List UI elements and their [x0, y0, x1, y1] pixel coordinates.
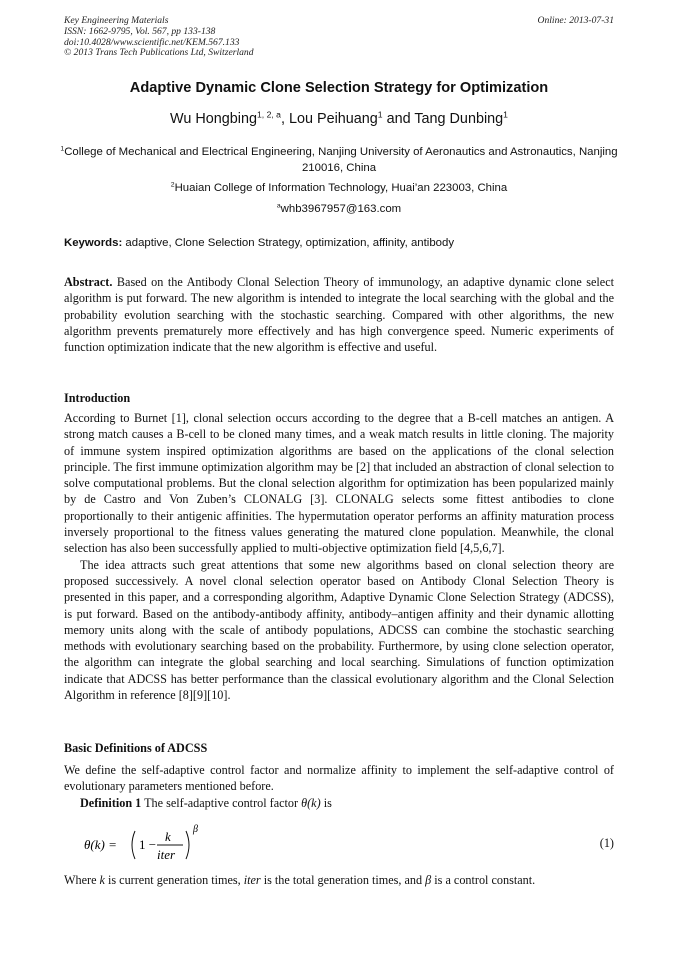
section-heading-basic-definitions: Basic Definitions of ADCSS [64, 741, 208, 755]
email-link[interactable]: whb3967957@163.com [280, 203, 402, 215]
eq-exponent: β [193, 824, 198, 835]
online-date: Online: 2013-07-31 [537, 15, 614, 26]
author-2: , Lou Peihuang [280, 111, 378, 127]
author-2-affil-mark: 1 [377, 109, 383, 120]
intro-paragraph-1: According to Burnet [1], clonal selection occurs according to the degree that a B-cell matches an antigen. A strong match causes a B-cell to be cloned many times, and a weak match results in little cloning. The majority of immune system inspired optimization algorithms are based on the applications of the clonal selection principle. The first immune optimization algorithm may be [2] that included an abstraction of clonal selection to solve computational problems. But the clonal selection algorithm for optimization has been popularized mainly by de Castro and Von Zuben’s CLONALG [3]. CLONALG selects some fittest antibodies to clone proportionally to their antigenic affinities. The hypermutation operator performs an affinity maturation process inversely proportional to the fitness values generating the matured clone population. Meanwhile, the clonal selection has also been successfully applied to multi-objective optimization field [4,5,6,7]. [64, 411, 614, 556]
issn-line: ISSN: 1662-9795, Vol. 567, pp 133-138 [64, 25, 216, 37]
introduction-body [64, 410, 614, 703]
author-line [0, 111, 678, 127]
definition-1-label: Definition 1 [80, 795, 142, 810]
eq-numerator: k [165, 829, 171, 844]
eq-left-paren [132, 831, 135, 859]
keywords [64, 237, 614, 249]
var-iter: iter [243, 873, 261, 887]
author-email [60, 202, 618, 218]
doi-line: doi:10.4028/www.scientific.net/KEM.567.133 [64, 36, 240, 48]
equation-1-number: (1) [599, 836, 614, 850]
section-heading-introduction: Introduction [64, 391, 131, 405]
equation-1-formula [84, 823, 224, 867]
equation-explanation [64, 872, 614, 888]
eq-lhs: θ(k) = [84, 837, 117, 852]
basic-definitions-body [64, 762, 614, 811]
definition-1-symbol: θ(k) [301, 795, 321, 810]
author-1: Wu Hongbing [170, 111, 257, 127]
paper-title: Adaptive Dynamic Clone Selection Strategy for Optimization [129, 80, 549, 96]
affiliation-2-text: Huaian College of Information Technology, Huai’an 223003, China [174, 182, 508, 194]
abstract-text: Based on the Antibody Clonal Selection Theory of immunology, an adaptive dynamic clone select algorithm is put forward. The new algorithm is intended to integrate the local searching with the global and the probability evolution searching with the stochastic searching. Compared with other algorithms, the new algorithm prevents prematurely more effectively and has high convergence speed. Numeric experiments of function optimization indicate that the new algorithm is effective and useful. [64, 275, 614, 355]
basic-paragraph-1: We define the self-adaptive control factor and normalize affinity to implement the self-adaptive control of evolutionary parameters mentioned before. [64, 763, 614, 794]
eq-one-minus: 1 − [139, 837, 157, 852]
eq-right-paren [186, 831, 189, 859]
equation-1 [84, 823, 614, 867]
author-3-affil-mark: 1 [503, 109, 508, 120]
affiliation-1-text: College of Mechanical and Electrical Engineering, Nanjing University of Aeronautics and Astronautics, Nanjing 210016, China [64, 146, 618, 174]
where-text-4: is a control constant. [431, 873, 536, 887]
var-k: k [99, 873, 105, 887]
copyright-line: © 2013 Trans Tech Publications Ltd, Switzerland [64, 47, 254, 59]
abstract [64, 274, 614, 355]
email-mark: a [276, 202, 281, 210]
journal-name: Key Engineering Materials [64, 15, 169, 26]
eq-denominator: iter [157, 847, 176, 862]
keywords-label: Keywords: [64, 237, 123, 249]
where-text-2: is current generation times, [104, 873, 244, 887]
where-text-3: is the total generation times, and [260, 873, 426, 887]
definition-1-end: is [320, 795, 332, 810]
intro-paragraph-2: The idea attracts such great attentions that some new algorithms based on clonal selection theory are proposed successively. A novel clonal selection operator based on Antibody Clonal Selection Theory is presented in this paper, and a corresponding algorithm, Adaptive Dynamic Clone Selection Strategy (ADCSS), is put forward. Based on the antibody-antibody affinity, antibody–antigen affinity and their dynamic allotting memory units along with the scale of antibody populations, ADCSS can combine the stochastic searching methods with evolutionary searching based on the probability. Furthermore, by using clone selection operator, the algorithm can integrate the global searching and local searching. Simulations of function optimization indicate that ADCSS has better performance than the classical evolutionary algorithm and the Clonal Selection Algorithm in reference [8][9][10]. [64, 557, 614, 703]
affiliation-2 [60, 181, 618, 197]
author-1-affil-mark: 1, 2, a [256, 109, 281, 120]
definition-1-text: The self-adaptive control factor [141, 795, 302, 810]
affiliation-1 [60, 145, 618, 176]
affiliation-2-mark: 2 [170, 181, 175, 189]
abstract-label: Abstract. [64, 275, 113, 289]
journal-header [64, 16, 254, 59]
keywords-text: adaptive, Clone Selection Strategy, optimization, affinity, antibody [122, 237, 455, 249]
where-text-1: Where [64, 873, 100, 887]
author-3: and Tang Dunbing [382, 111, 504, 127]
definition-1 [64, 795, 614, 811]
affiliation-1-mark: 1 [60, 145, 65, 153]
var-beta: β [425, 873, 432, 887]
